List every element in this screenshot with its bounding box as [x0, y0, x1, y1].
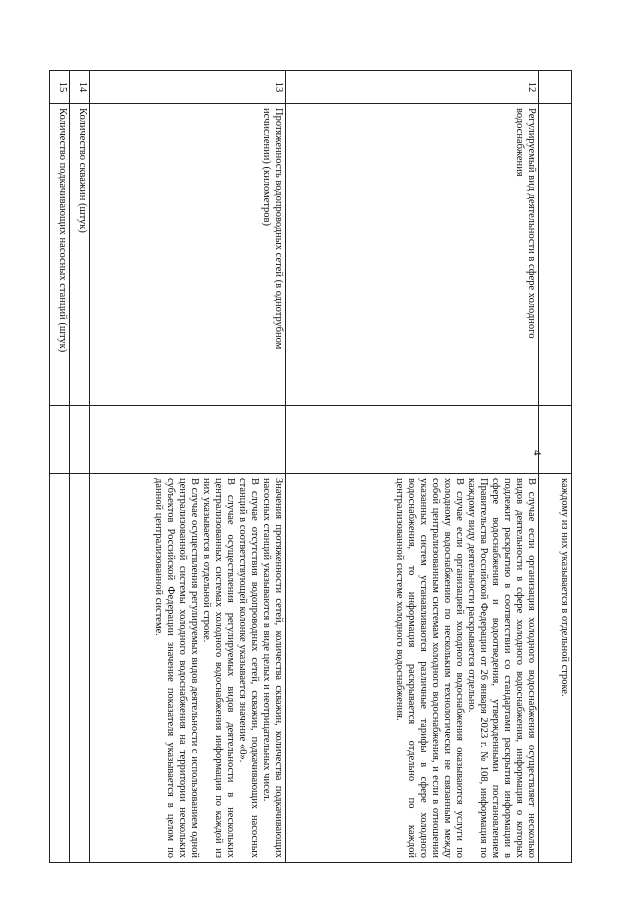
- table-row: [90, 71, 286, 863]
- indicator-value: [50, 406, 70, 474]
- description-paragraph: В случае если организация холодного водоснабжения осуществляет несколько видов деятельности в сфере холодного водоснабжения, информация о которых подлежит раскрытию в соответствии со стандартами раскрытия информации в сфере водоснабжения и водоотведения, утвержденными постановлением Правительства Российской Федерации от 26 января 2023 г. № 108, информация по каждому виду деятельности раскрывается отдельно.: [466, 478, 537, 858]
- description-paragraph: В случае осуществления регулируемых видов деятельности с использованием одной централизованной системы холодного водоснабжения на территории нескольких субъектов Российской Федерации значение показателя указывается в целом по данной централизованной системе.: [153, 478, 200, 858]
- empty-cell: [539, 406, 572, 474]
- continued-description-cell: [539, 474, 572, 863]
- indicator-value: [70, 406, 90, 474]
- table-row: [50, 71, 70, 863]
- empty-cell: [539, 71, 572, 104]
- description-paragraph: В случае отсутствия водопроводных сетей, скважин, подкачивающих насосных станций в соответствующей колонке указывается значение «0».: [237, 478, 260, 858]
- indicator-title: Количество подкачивающих насосных станций (штук): [50, 104, 70, 406]
- indicator-title: Протяженность водопроводных сетей (в однотрубном исчислении) (километров): [90, 104, 286, 406]
- table-row: [539, 71, 572, 863]
- indicator-title: Регулируемый вид деятельности в сфере холодного водоснабжения: [286, 104, 539, 406]
- indicator-value: [90, 406, 286, 474]
- description-paragraph: Значения протяженности сетей, количества скважин, количества подкачивающих насосных станций указываются в виде целых и неотрицательных чисел.: [261, 478, 284, 858]
- indicator-description: [50, 474, 70, 863]
- table-row: [286, 71, 539, 863]
- indicator-title: Количество скважин (штук): [70, 104, 90, 406]
- row-number: 13: [90, 71, 286, 104]
- table-row: [70, 71, 90, 863]
- indicators-table: [49, 70, 572, 863]
- page-number: 4: [531, 450, 543, 456]
- row-number: 15: [50, 71, 70, 104]
- indicator-description: [286, 474, 539, 863]
- description-paragraph: В случае если организацией холодного водоснабжения оказываются услуги по холодному водоснабжению по нескольким технологически не связанным между собой централизованным системам холодного водоснабжения, и если в отношении указанных систем устанавливаются различные тарифы в сфере холодного водоснабжения, то информация раскрывается отдельно по каждой централизованной системе холодного водоснабжения.: [394, 478, 465, 858]
- row-number: 14: [70, 71, 90, 104]
- indicator-value: [286, 406, 539, 474]
- indicator-description: [70, 474, 90, 863]
- indicator-description: [90, 474, 286, 863]
- description-paragraph: В случае осуществления регулируемых видов деятельности в нескольких централизованных системах холодного водоснабжения информация по каждой из них указывается в отдельной строке.: [201, 478, 236, 858]
- row-number: 12: [286, 71, 539, 104]
- empty-cell: [539, 104, 572, 406]
- continued-text: каждому из них указывается в отдельной строке.: [559, 478, 570, 697]
